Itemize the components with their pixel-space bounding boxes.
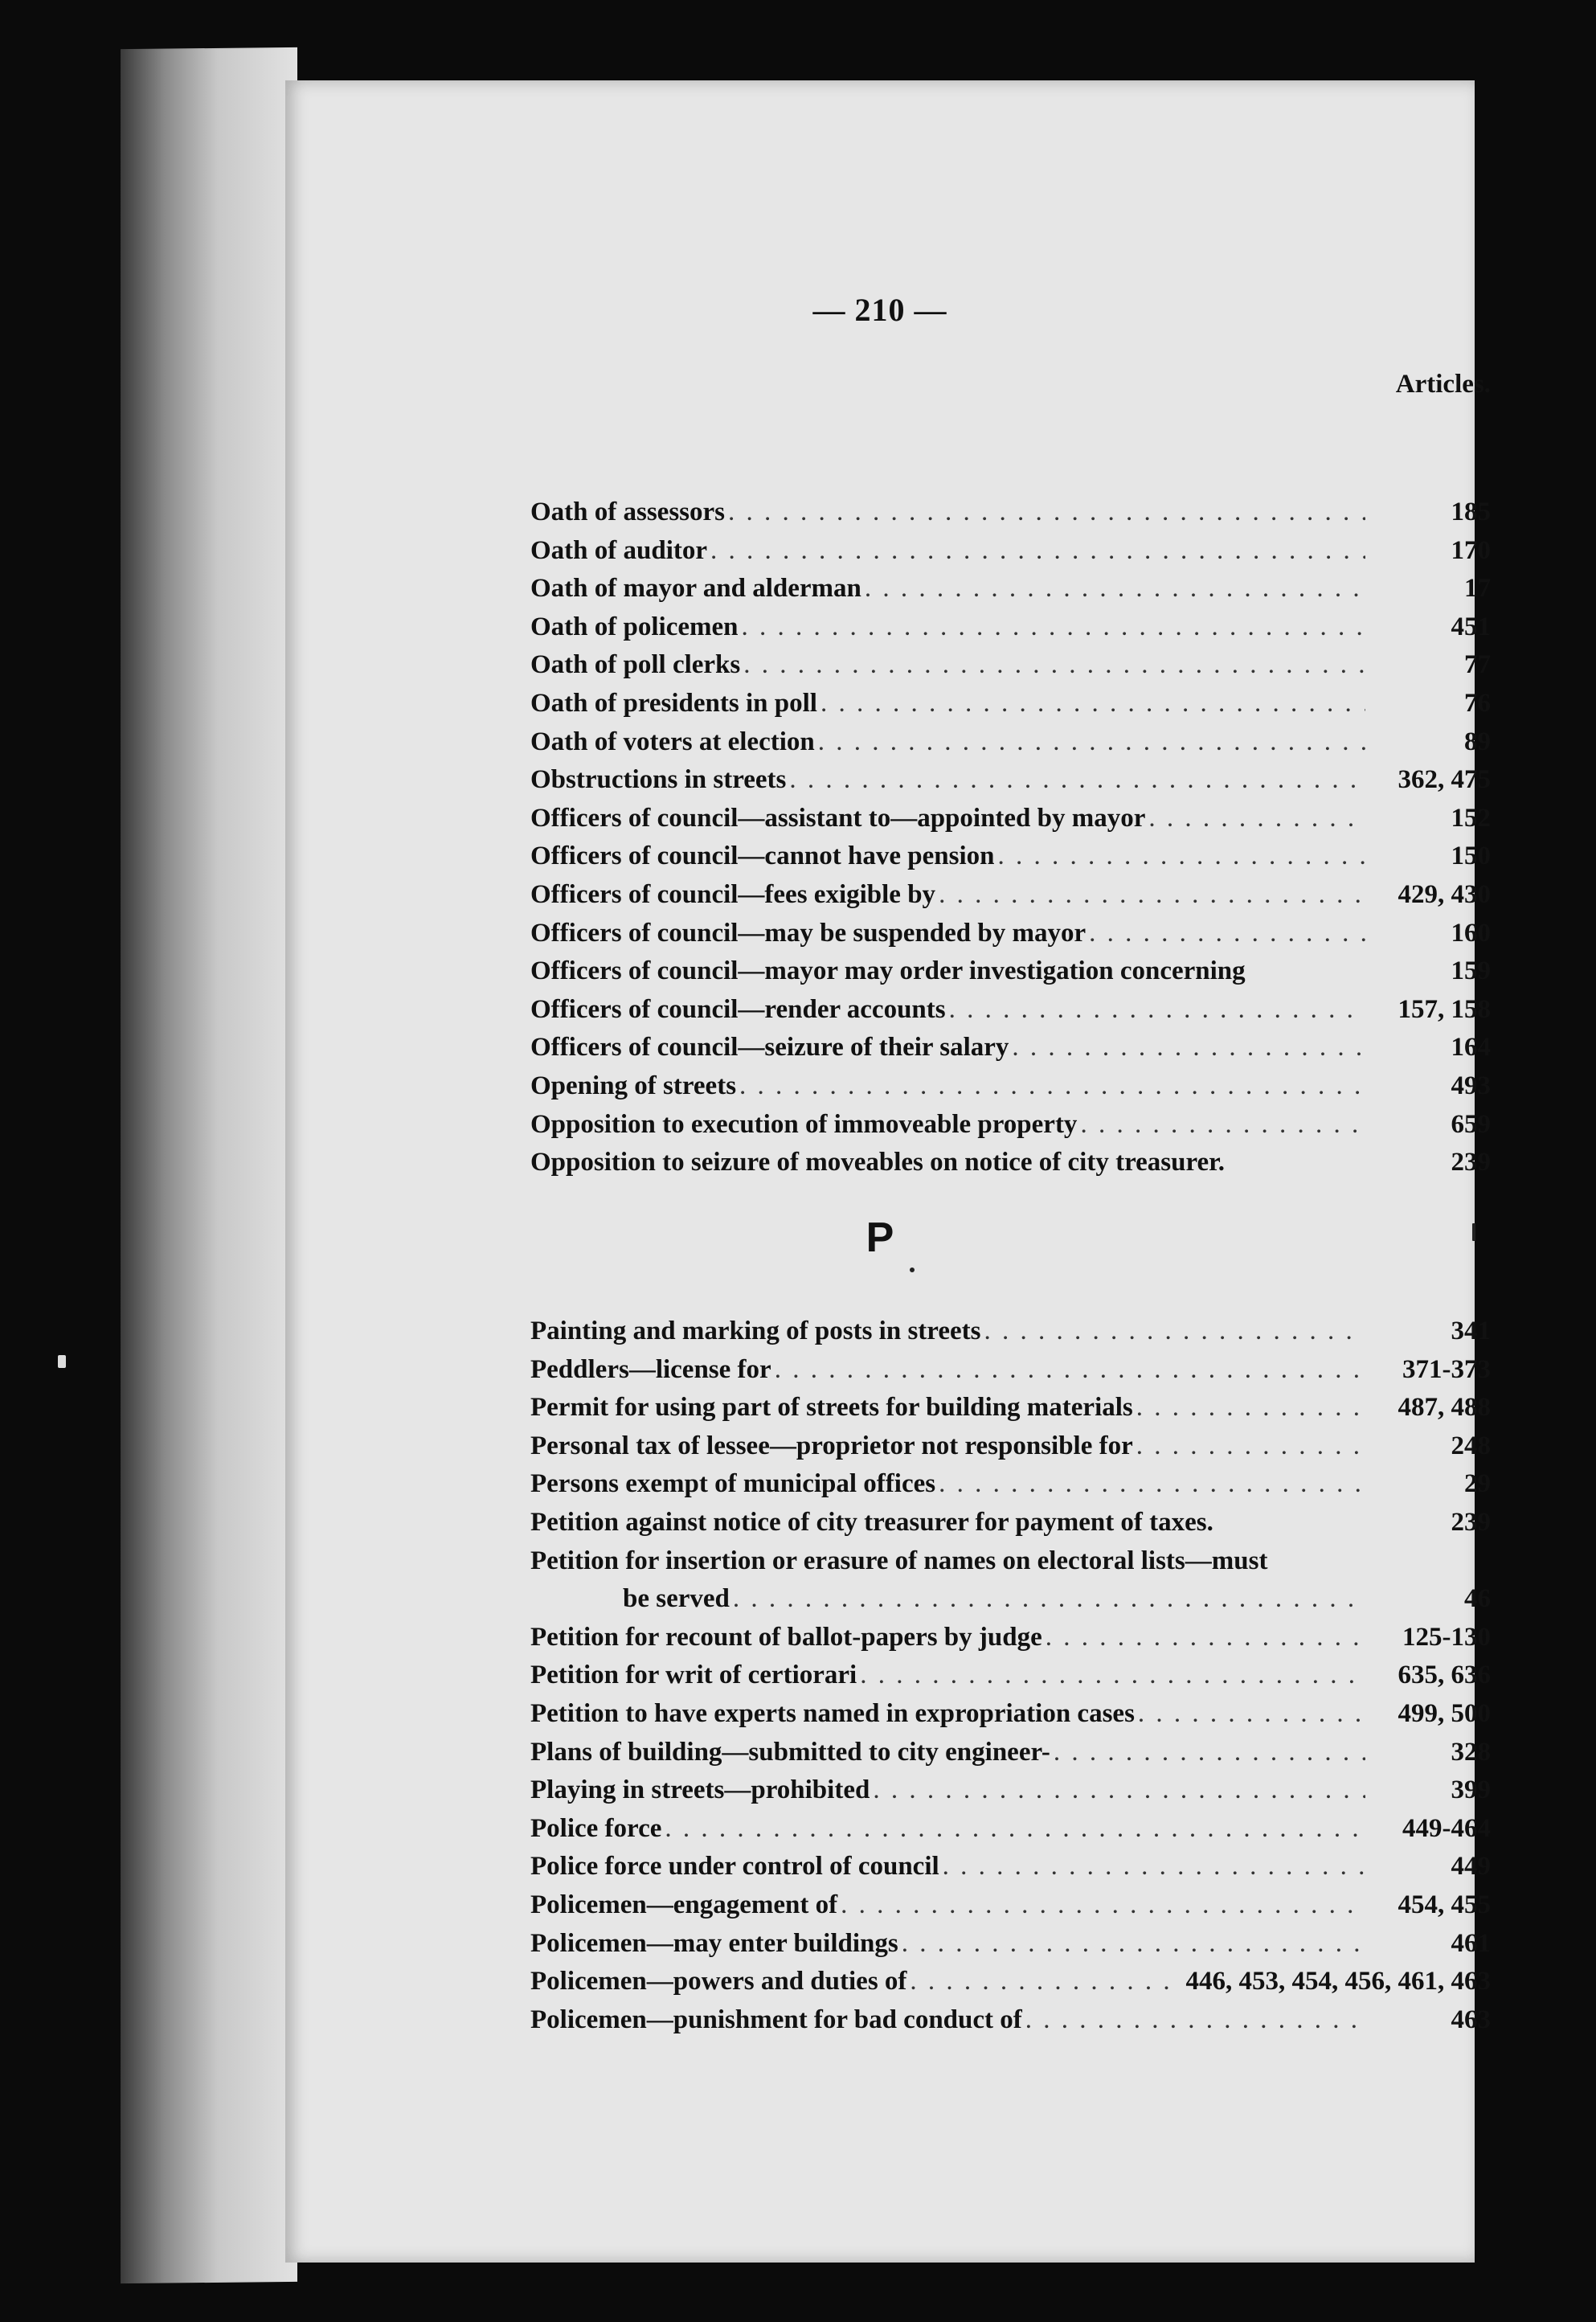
entry-ref: 449-464: [1402, 1813, 1491, 1843]
entry-ref: 150: [1451, 842, 1491, 871]
index-section-o: [530, 493, 1491, 1182]
entry-label: Petition against notice of city treasurer for payment of taxes.: [530, 1507, 1213, 1537]
dot-leader: [860, 1657, 1365, 1695]
section-letter-heading: P: [866, 1214, 894, 1261]
scan-speck: [910, 1267, 915, 1272]
dot-leader: [743, 646, 1365, 685]
entry-ref: 461: [1451, 1928, 1491, 1958]
entry-label: Officers of council—cannot have pension: [530, 842, 995, 871]
entry-ref: 170: [1451, 535, 1491, 565]
entry-label: Petition to have experts named in expropriation cases: [530, 1698, 1135, 1728]
dot-leader: [1012, 1029, 1365, 1067]
dot-leader: [1054, 1734, 1365, 1772]
index-entry-continuation: [530, 1580, 1491, 1619]
entry-label: Officers of council—render accounts: [530, 994, 946, 1024]
entry-label: Peddlers—license for: [530, 1354, 771, 1384]
index-entry: [530, 1925, 1491, 1964]
dot-leader: [939, 1465, 1365, 1504]
index-entry: [530, 837, 1491, 876]
index-entry: [530, 1465, 1491, 1504]
index-entry: [530, 1029, 1491, 1067]
entry-ref: 239: [1451, 1148, 1491, 1177]
dot-leader: [1089, 915, 1365, 953]
entry-ref: 160: [1451, 918, 1491, 948]
index-entry: [530, 723, 1491, 762]
dot-leader: [997, 837, 1365, 876]
entry-label: Petition for recount of ballot-papers by judge: [530, 1622, 1042, 1652]
index-entry: [530, 1106, 1491, 1145]
entry-label: Police force: [530, 1813, 662, 1843]
entry-ref: 239: [1451, 1507, 1491, 1537]
index-entry: [530, 1144, 1491, 1182]
entry-ref: 341: [1451, 1317, 1491, 1345]
index-entry: [530, 1619, 1491, 1657]
index-entry: [530, 1504, 1491, 1542]
entry-ref: 362, 475: [1398, 765, 1491, 795]
entry-label: Opposition to execution of immoveable property: [530, 1109, 1078, 1139]
entry-ref: 159: [1451, 956, 1491, 986]
entry-label: Police force under control of council: [530, 1852, 939, 1882]
entry-label: Oath of assessors: [530, 498, 726, 526]
index-entry: [530, 1067, 1491, 1106]
index-entry: [530, 2001, 1491, 2040]
dot-leader: [902, 1925, 1365, 1964]
dot-leader: [943, 1848, 1365, 1886]
entry-ref: 635, 636: [1398, 1661, 1491, 1690]
entry-ref: 659: [1451, 1109, 1491, 1139]
entry-label: Oath of voters at election: [530, 727, 815, 756]
dot-leader: [733, 1580, 1365, 1619]
entry-ref: 493: [1451, 1071, 1491, 1100]
dot-leader: [1046, 1619, 1365, 1657]
entry-label: Policemen—engagement of: [530, 1890, 838, 1919]
entry-ref: 451: [1451, 612, 1491, 641]
index-entry: [530, 1427, 1491, 1466]
entry-label: Oath of poll clerks: [530, 650, 741, 680]
index-entry: [530, 685, 1491, 723]
entry-ref: 77: [1464, 650, 1491, 680]
index-entry: [530, 1657, 1491, 1695]
dot-leader: [665, 1810, 1365, 1849]
dot-leader: [1136, 1389, 1365, 1427]
index-entry: [530, 532, 1491, 571]
entry-label: Policemen—may enter buildings: [530, 1928, 898, 1958]
index-entry: [530, 761, 1491, 800]
entry-label: Oath of policemen: [530, 612, 739, 641]
dot-leader: [1025, 2001, 1365, 2040]
book-page: [285, 80, 1491, 2263]
scan-speck: [1472, 1223, 1475, 1241]
dot-leader: [939, 876, 1365, 915]
index-entry: [530, 1963, 1491, 2001]
entry-ref: 449: [1451, 1852, 1491, 1882]
entry-label: Officers of council—may be suspended by mayor: [530, 918, 1087, 948]
entry-label: Policemen—punishment for bad conduct of: [530, 2005, 1022, 2034]
dot-leader: [873, 1771, 1365, 1810]
index-entry: [530, 991, 1491, 1030]
dot-leader: [1136, 1427, 1365, 1466]
entry-label: Petition for insertion or erasure of names on electoral lists—must: [530, 1546, 1268, 1575]
entry-label: Opposition to seizure of moveables on notice of city treasurer.: [530, 1148, 1226, 1177]
index-entry: [530, 1886, 1491, 1925]
index-entry: [530, 493, 1491, 532]
index-entry: [530, 1542, 1491, 1581]
entry-ref: 248: [1451, 1431, 1491, 1460]
entry-ref: 328: [1451, 1737, 1491, 1767]
entry-label: Officers of council—assistant to—appointed by mayor: [530, 803, 1146, 833]
index-entry: [530, 1848, 1491, 1886]
entry-label: Playing in streets—prohibited: [530, 1775, 870, 1805]
entry-label: be served: [623, 1584, 730, 1614]
articles-column-header: Articles.: [1395, 370, 1491, 399]
entry-ref: 429, 430: [1398, 879, 1491, 909]
index-entry: [530, 570, 1491, 608]
entry-ref: 152: [1451, 803, 1491, 833]
dot-leader: [741, 608, 1365, 647]
dot-leader: [949, 991, 1365, 1030]
entry-ref: 463: [1451, 2005, 1491, 2034]
index-entry: [530, 1389, 1491, 1427]
entry-label: Officers of council—mayor may order investigation concerning: [530, 956, 1246, 986]
entry-ref: 454, 455: [1398, 1890, 1491, 1919]
dot-leader: [789, 761, 1365, 800]
entry-ref: 157, 158: [1398, 994, 1491, 1024]
index-entry: [530, 952, 1491, 991]
entry-label: Officers of council—seizure of their salary: [530, 1033, 1009, 1063]
entry-label: Painting and marking of posts in streets: [530, 1317, 981, 1345]
index-entry: [530, 1771, 1491, 1810]
dot-leader: [821, 685, 1365, 723]
entry-ref: 89: [1464, 727, 1491, 756]
dot-leader: [984, 1313, 1365, 1351]
entry-ref: 487, 488: [1398, 1393, 1491, 1423]
dot-leader: [775, 1351, 1365, 1390]
entry-ref: 164: [1451, 1033, 1491, 1063]
dot-leader: [841, 1886, 1365, 1925]
dot-leader: [865, 570, 1365, 608]
entry-label: Personal tax of lessee—proprietor not responsible for: [530, 1431, 1133, 1460]
dot-leader: [710, 532, 1365, 571]
index-entry: [530, 1734, 1491, 1772]
index-entry: [530, 1351, 1491, 1390]
entry-ref: 29: [1464, 1469, 1491, 1499]
entry-label: Officers of council—fees exigible by: [530, 879, 936, 909]
entry-label: Plans of building—submitted to city engineer-: [530, 1737, 1050, 1767]
dot-leader: [739, 1067, 1365, 1106]
entry-label: Opening of streets: [530, 1071, 737, 1100]
entry-label: Oath of auditor: [530, 535, 708, 565]
index-entry: [530, 646, 1491, 685]
entry-ref: 125-130: [1402, 1622, 1491, 1652]
entry-ref: 76: [1464, 688, 1491, 718]
index-entry: [530, 1810, 1491, 1849]
index-section-p: [530, 1313, 1491, 2039]
entry-ref: 399: [1451, 1775, 1491, 1805]
page-number: — 210 —: [812, 292, 947, 328]
dot-leader: [1148, 800, 1365, 838]
entry-ref: 185: [1451, 498, 1491, 526]
entry-label: Oath of presidents in poll: [530, 688, 817, 718]
index-entry: [530, 608, 1491, 647]
book-page-edge: [121, 47, 297, 2283]
index-entry: [530, 1695, 1491, 1734]
entry-ref: 46: [1464, 1584, 1491, 1614]
index-entry: [530, 915, 1491, 953]
entry-label: Petition for writ of certiorari: [530, 1661, 857, 1690]
index-entry: [530, 800, 1491, 838]
entry-ref: 499, 500: [1398, 1698, 1491, 1728]
dot-leader: [818, 723, 1365, 762]
entry-ref: 371-373: [1402, 1354, 1491, 1384]
entry-ref: 17: [1464, 574, 1491, 604]
entry-label: Obstructions in streets: [530, 765, 787, 795]
dot-leader: [910, 1963, 1181, 2001]
entry-label: Permit for using part of streets for building materials: [530, 1393, 1133, 1423]
index-entry: [530, 876, 1491, 915]
dot-leader: [728, 493, 1365, 532]
entry-label: Persons exempt of municipal offices: [530, 1469, 936, 1499]
index-entry: [530, 1313, 1491, 1351]
entry-label: Policemen—powers and duties of: [530, 1967, 907, 1996]
dot-leader: [1138, 1695, 1365, 1734]
entry-label: Oath of mayor and alderman: [530, 574, 861, 604]
scan-speck: [58, 1355, 66, 1368]
entry-ref: 446, 453, 454, 456, 461, 463: [1185, 1967, 1491, 1996]
dot-leader: [1080, 1106, 1365, 1145]
